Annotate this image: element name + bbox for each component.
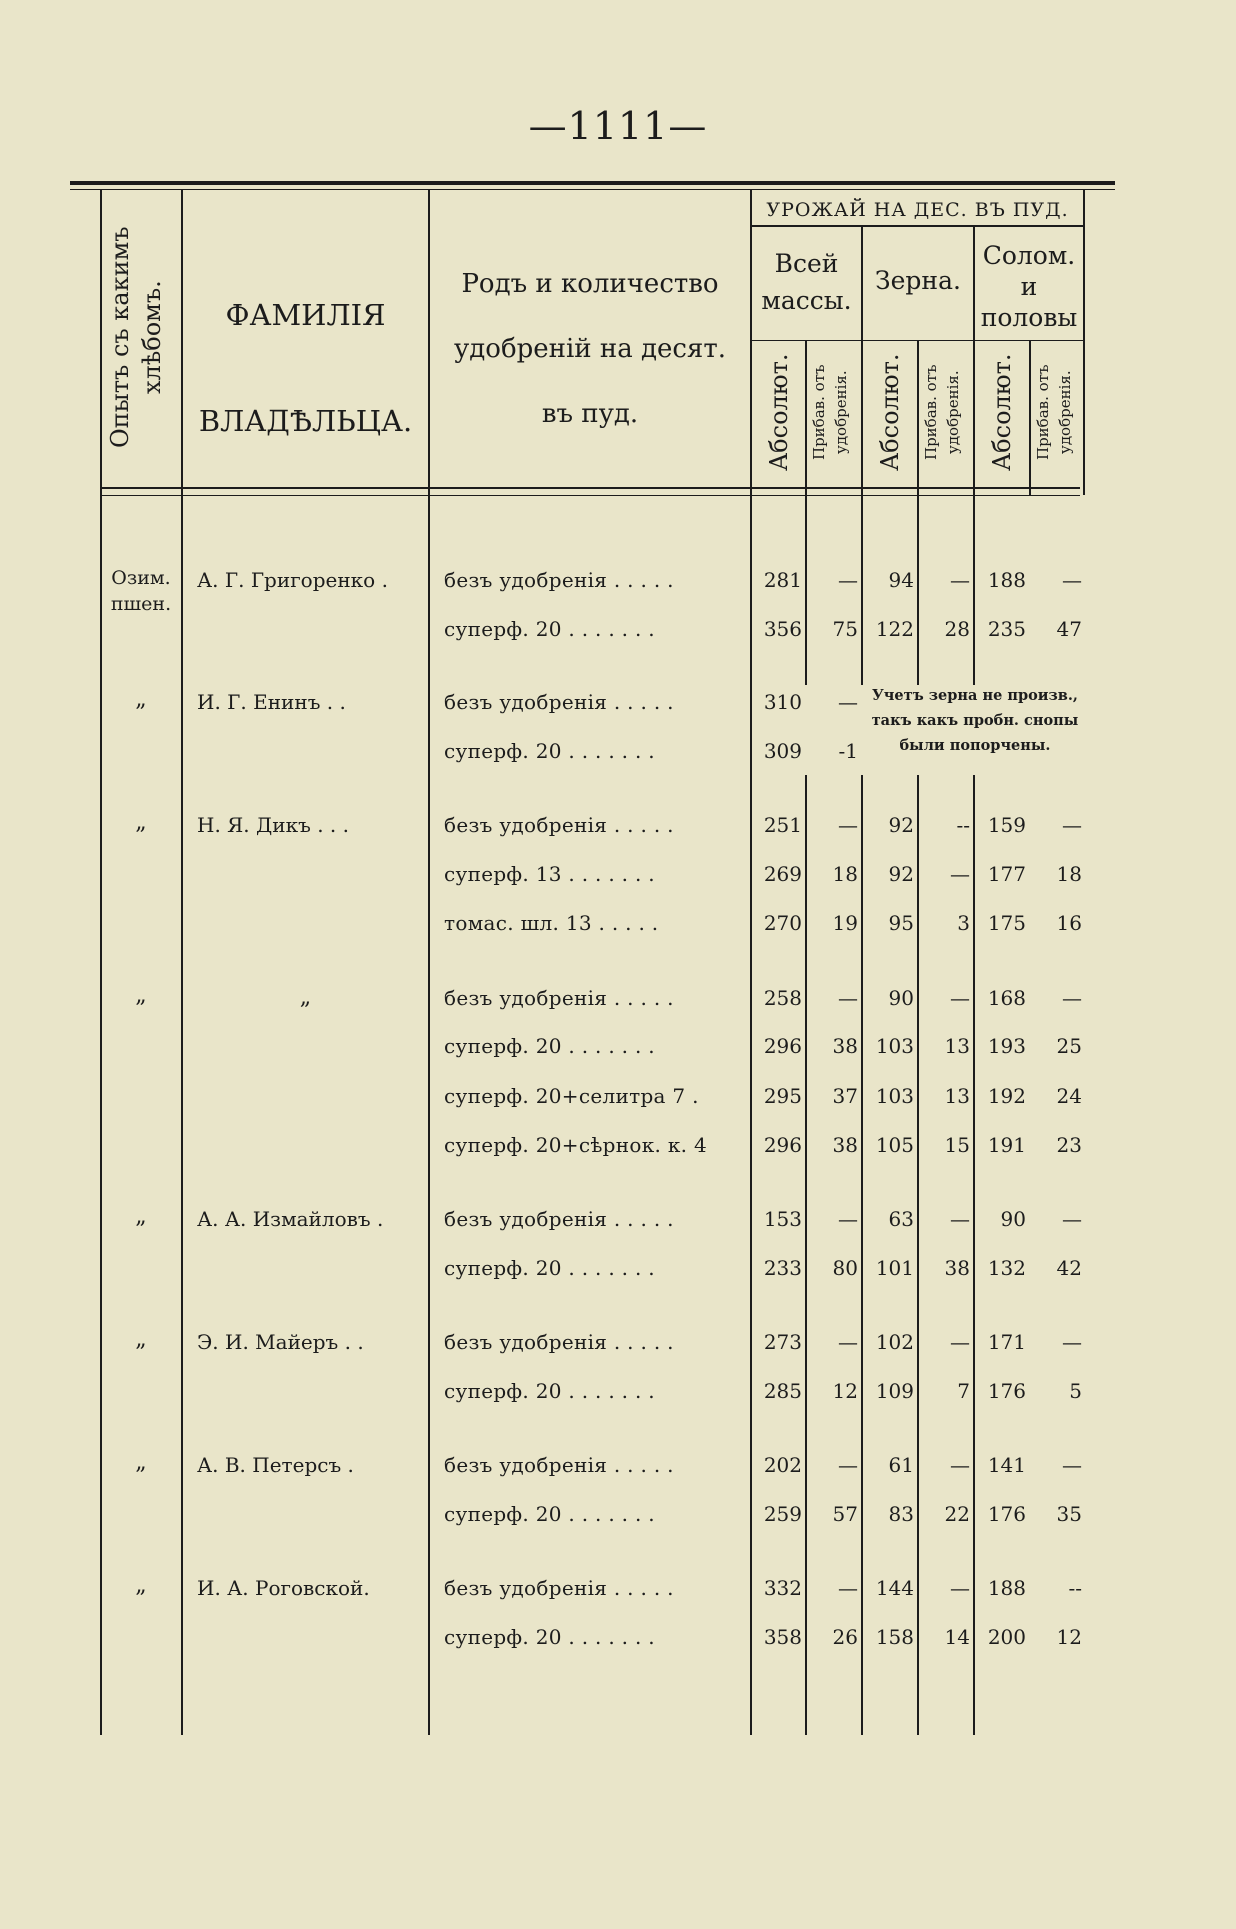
value-total-abs: 270 xyxy=(763,911,802,935)
value-straw-inc: — xyxy=(1062,568,1082,592)
header-abs-grain: Абсолют. xyxy=(876,353,904,472)
value-grain-abs: 144 xyxy=(875,1576,914,1600)
value-total-inc: 18 xyxy=(832,862,858,886)
owner-cell: А. Г. Григоренко . xyxy=(197,568,388,592)
fertilizer-cell: суперф. 20 . . . . . . . xyxy=(444,1379,655,1403)
value-grain-abs: 83 xyxy=(888,1502,914,1526)
value-straw-inc: 16 xyxy=(1056,911,1082,935)
header-bottom-rule xyxy=(100,487,1080,489)
value-grain-inc: — xyxy=(950,986,970,1010)
value-total-inc: 80 xyxy=(832,1256,858,1280)
value-straw-abs: 90 xyxy=(1000,1207,1026,1231)
col-line-left xyxy=(100,190,102,1735)
value-straw-abs: 177 xyxy=(987,862,1026,886)
header-experiment: Опытъ съ какимъ хлѣбомъ. xyxy=(106,226,166,449)
value-straw-abs: 141 xyxy=(987,1453,1026,1477)
value-grain-inc: — xyxy=(950,1453,970,1477)
value-straw-abs: 171 xyxy=(987,1330,1026,1354)
header-yield-group: УРОЖАЙ НА ДЕС. ВЪ ПУД. xyxy=(766,199,1069,221)
value-straw-abs: 192 xyxy=(987,1084,1026,1108)
value-total-inc: 38 xyxy=(832,1133,858,1157)
crop-cell: „ xyxy=(135,1573,147,1598)
value-grain-inc: -- xyxy=(956,813,970,837)
value-grain-inc: 22 xyxy=(944,1502,970,1526)
value-grain-inc: — xyxy=(950,1576,970,1600)
value-straw-abs: 191 xyxy=(987,1133,1026,1157)
value-total-abs: 202 xyxy=(763,1453,802,1477)
value-straw-abs: 188 xyxy=(987,568,1026,592)
value-total-abs: 273 xyxy=(763,1330,802,1354)
crop-cell: Озим. xyxy=(111,567,171,589)
crop-cell: „ xyxy=(135,1327,147,1352)
value-straw-inc: 5 xyxy=(1069,1379,1082,1403)
value-grain-inc: — xyxy=(950,1207,970,1231)
value-straw-abs: 176 xyxy=(987,1502,1026,1526)
value-grain-inc: — xyxy=(950,862,970,886)
value-straw-inc: 47 xyxy=(1056,617,1082,641)
fertilizer-cell: суперф. 20 . . . . . . . xyxy=(444,1625,655,1649)
value-grain-abs: 63 xyxy=(888,1207,914,1231)
fertilizer-cell: безъ удобренія . . . . . xyxy=(444,1453,674,1477)
value-total-inc: 57 xyxy=(832,1502,858,1526)
value-straw-abs: 188 xyxy=(987,1576,1026,1600)
crop-cell: „ xyxy=(135,1204,147,1229)
value-total-inc: — xyxy=(838,690,858,714)
value-straw-inc: 23 xyxy=(1056,1133,1082,1157)
fertilizer-cell: суперф. 20+селитра 7 . xyxy=(444,1084,699,1108)
header-bottom-rule-thin xyxy=(100,495,1080,496)
table-top-rule xyxy=(70,181,1115,185)
value-straw-abs: 235 xyxy=(987,617,1026,641)
value-straw-inc: 12 xyxy=(1056,1625,1082,1649)
crop-cell: „ xyxy=(135,810,147,835)
value-total-abs: 285 xyxy=(763,1379,802,1403)
value-total-abs: 258 xyxy=(763,986,802,1010)
value-straw-inc: — xyxy=(1062,813,1082,837)
fertilizer-cell: безъ удобренія . . . . . xyxy=(444,1330,674,1354)
value-total-inc: 75 xyxy=(832,617,858,641)
value-total-abs: 310 xyxy=(763,690,802,714)
header-grain: Зерна. xyxy=(875,266,961,295)
owner-cell: Э. И. Майеръ . . xyxy=(197,1330,364,1354)
value-total-abs: 356 xyxy=(763,617,802,641)
fertilizer-cell: суперф. 20 . . . . . . . xyxy=(444,1034,655,1058)
crop-cell: „ xyxy=(135,1450,147,1475)
yield-group-rule xyxy=(750,225,1083,227)
fertilizer-cell: безъ удобренія . . . . . xyxy=(444,1576,674,1600)
value-grain-inc: 14 xyxy=(944,1625,970,1649)
table-top-rule-thin xyxy=(70,189,1115,190)
value-straw-inc: 24 xyxy=(1056,1084,1082,1108)
fertilizer-cell: безъ удобренія . . . . . xyxy=(444,568,674,592)
value-grain-inc: 38 xyxy=(944,1256,970,1280)
fertilizer-cell: безъ удобренія . . . . . xyxy=(444,690,674,714)
value-total-inc: 12 xyxy=(832,1379,858,1403)
value-total-inc: — xyxy=(838,813,858,837)
value-straw-inc: — xyxy=(1062,1207,1082,1231)
header-total-mass: Всей массы. xyxy=(761,249,852,315)
value-total-abs: 153 xyxy=(763,1207,802,1231)
value-straw-inc: — xyxy=(1062,1330,1082,1354)
value-total-abs: 281 xyxy=(763,568,802,592)
value-total-inc: 26 xyxy=(832,1625,858,1649)
value-grain-abs: 109 xyxy=(875,1379,914,1403)
value-total-inc: 19 xyxy=(832,911,858,935)
owner-cell: И. А. Роговской. xyxy=(197,1576,370,1600)
value-grain-abs: 101 xyxy=(875,1256,914,1280)
fertilizer-cell: суперф. 13 . . . . . . . xyxy=(444,862,655,886)
value-straw-abs: 132 xyxy=(987,1256,1026,1280)
value-total-abs: 295 xyxy=(763,1084,802,1108)
value-straw-inc: — xyxy=(1062,986,1082,1010)
value-total-inc: — xyxy=(838,1330,858,1354)
owner-cell: „ xyxy=(299,985,312,1010)
value-total-abs: 251 xyxy=(763,813,802,837)
fertilizer-cell: безъ удобренія . . . . . xyxy=(444,1207,674,1231)
value-grain-inc: 13 xyxy=(944,1034,970,1058)
grain-note: Учетъ зерна не произв., такъ какъ пробн. снопы были попорчены. xyxy=(871,687,1079,754)
value-total-inc: — xyxy=(838,1576,858,1600)
value-total-abs: 259 xyxy=(763,1502,802,1526)
value-total-abs: 309 xyxy=(763,739,802,763)
value-grain-inc: 15 xyxy=(944,1133,970,1157)
header-fertilizer: Родъ и количество удобреній на десят. въ пуд. xyxy=(454,269,726,429)
value-straw-inc: — xyxy=(1062,1453,1082,1477)
value-total-inc: 38 xyxy=(832,1034,858,1058)
fertilizer-cell: суперф. 20 . . . . . . . xyxy=(444,1502,655,1526)
value-total-inc: — xyxy=(838,986,858,1010)
owner-cell: И. Г. Енинъ . . xyxy=(197,690,346,714)
col-line-straw-inc xyxy=(1029,340,1031,495)
value-grain-inc: 28 xyxy=(944,617,970,641)
value-total-inc: -1 xyxy=(838,739,858,763)
value-grain-abs: 90 xyxy=(888,986,914,1010)
value-grain-inc: 3 xyxy=(957,911,970,935)
value-straw-abs: 175 xyxy=(987,911,1026,935)
value-total-abs: 269 xyxy=(763,862,802,886)
value-straw-abs: 200 xyxy=(987,1625,1026,1649)
header-abs-straw: Абсолют. xyxy=(988,353,1016,472)
value-grain-abs: 158 xyxy=(875,1625,914,1649)
value-straw-inc: 18 xyxy=(1056,862,1082,886)
fertilizer-cell: суперф. 20 . . . . . . . xyxy=(444,1256,655,1280)
value-total-inc: 37 xyxy=(832,1084,858,1108)
crop-cell: „ xyxy=(135,687,147,712)
fertilizer-cell: суперф. 20+сѣрнок. к. 4 xyxy=(444,1133,708,1157)
value-grain-inc: 13 xyxy=(944,1084,970,1108)
value-straw-inc: -- xyxy=(1068,1576,1082,1600)
fertilizer-cell: томас. шл. 13 . . . . . xyxy=(444,911,659,935)
value-grain-inc: — xyxy=(950,1330,970,1354)
owner-cell: А. А. Измайловъ . xyxy=(197,1207,384,1231)
value-total-abs: 296 xyxy=(763,1133,802,1157)
value-grain-abs: 103 xyxy=(875,1084,914,1108)
owner-cell: Н. Я. Дикъ . . . xyxy=(197,813,349,837)
value-total-inc: — xyxy=(838,568,858,592)
value-total-inc: — xyxy=(838,1207,858,1231)
value-total-inc: — xyxy=(838,1453,858,1477)
value-grain-abs: 92 xyxy=(888,862,914,886)
value-straw-inc: 25 xyxy=(1056,1034,1082,1058)
value-grain-abs: 102 xyxy=(875,1330,914,1354)
crop-cell-2: пшен. xyxy=(110,593,172,615)
owner-cell: А. В. Петерсъ . xyxy=(197,1453,354,1477)
header-owner: ФАМИЛІЯ ВЛАДѢЛЬЦА. xyxy=(198,298,413,438)
col-line-right xyxy=(1083,190,1085,495)
value-grain-abs: 105 xyxy=(875,1133,914,1157)
value-grain-abs: 61 xyxy=(888,1453,914,1477)
value-straw-abs: 176 xyxy=(987,1379,1026,1403)
header-straw: Солом. и половы xyxy=(980,241,1078,332)
value-straw-abs: 193 xyxy=(987,1034,1026,1058)
value-grain-abs: 95 xyxy=(888,911,914,935)
value-straw-inc: 42 xyxy=(1056,1256,1082,1280)
value-total-abs: 296 xyxy=(763,1034,802,1058)
value-total-abs: 358 xyxy=(763,1625,802,1649)
value-grain-abs: 92 xyxy=(888,813,914,837)
value-grain-abs: 103 xyxy=(875,1034,914,1058)
value-straw-inc: 35 xyxy=(1056,1502,1082,1526)
value-total-abs: 233 xyxy=(763,1256,802,1280)
page-number: —1111— xyxy=(528,104,708,148)
value-total-abs: 332 xyxy=(763,1576,802,1600)
fertilizer-cell: безъ удобренія . . . . . xyxy=(444,813,674,837)
subheader-rule xyxy=(750,340,1083,341)
fertilizer-cell: суперф. 20 . . . . . . . xyxy=(444,739,655,763)
value-straw-abs: 159 xyxy=(987,813,1026,837)
fertilizer-cell: безъ удобренія . . . . . xyxy=(444,986,674,1010)
header-inc-grain: Прибав. отъ удобренія. xyxy=(922,364,962,461)
fertilizer-cell: суперф. 20 . . . . . . . xyxy=(444,617,655,641)
value-grain-abs: 122 xyxy=(875,617,914,641)
value-grain-abs: 94 xyxy=(888,568,914,592)
header-inc-straw: Прибав. отъ удобренія. xyxy=(1034,364,1074,461)
header-inc-total: Прибав. отъ удобренія. xyxy=(810,364,850,461)
value-straw-abs: 168 xyxy=(987,986,1026,1010)
crop-cell: „ xyxy=(135,983,147,1008)
header-abs-total: Абсолют. xyxy=(765,353,793,472)
value-grain-inc: — xyxy=(950,568,970,592)
value-grain-inc: 7 xyxy=(957,1379,970,1403)
